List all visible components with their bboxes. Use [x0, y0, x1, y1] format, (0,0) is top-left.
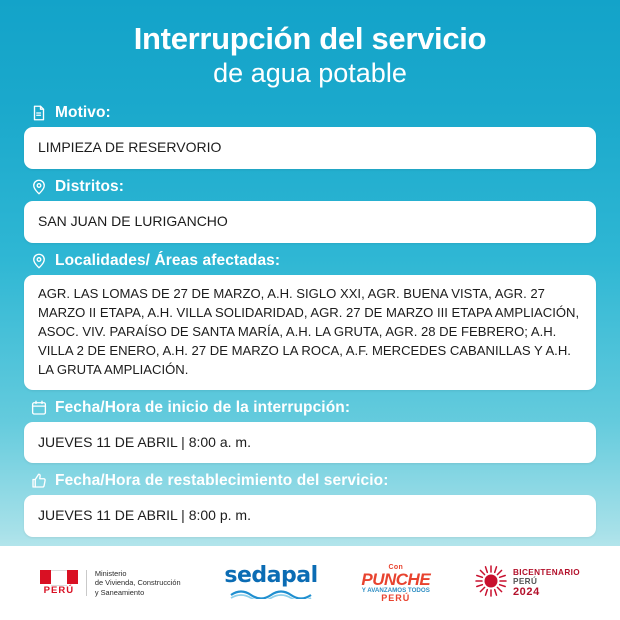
ministry-line-1: Ministerio: [94, 568, 127, 578]
page-title: [0, 0, 620, 98]
section-restablecimiento-label: Fecha/Hora de restablecimiento del servicio:: [55, 472, 389, 490]
section-restablecimiento: [24, 472, 596, 537]
footer-logos: [0, 546, 620, 620]
section-motivo-header: [24, 104, 596, 122]
section-inicio-header: [24, 399, 596, 417]
punche-main-text: PUNCHE: [361, 569, 431, 589]
section-inicio-value: JUEVES 11 DE ABRIL | 8:00 a. m.: [24, 422, 596, 464]
logo-con-punche-peru: [361, 564, 430, 603]
section-localidades: [24, 252, 596, 390]
section-restablecimiento-value: JUEVES 11 DE ABRIL | 8:00 p. m.: [24, 495, 596, 537]
bicentenario-line-3: 2024: [512, 586, 540, 599]
logo-ministerio-vivienda: [40, 569, 181, 597]
document-pencil-icon: [30, 104, 48, 122]
location-pin-icon: [30, 178, 48, 196]
punche-top-text: Con: [388, 563, 404, 571]
title-line-secondary: de agua potable: [213, 58, 407, 89]
sedapal-wave-icon: [224, 586, 317, 604]
section-distritos-header: [24, 178, 596, 196]
punche-sub-text: Y AVANZAMOS TODOS: [361, 586, 430, 594]
bicentenario-text: [513, 568, 580, 598]
section-motivo-label: Motivo:: [55, 103, 111, 121]
sedapal-wordmark: sedapal: [224, 562, 318, 588]
logo-sedapal: [224, 563, 317, 604]
ministry-line-2: de Vivienda, Construcción: [94, 578, 181, 588]
bicentenario-line-2: PERÚ: [512, 577, 538, 587]
ministry-line-3: y Saneamiento: [94, 587, 145, 597]
section-motivo-value: LIMPIEZA DE RESERVORIO: [24, 127, 596, 169]
ministry-name: [95, 569, 181, 597]
section-inicio: [24, 399, 596, 464]
section-restablecimiento-header: [24, 472, 596, 490]
bicentenario-sun-icon: [474, 564, 508, 603]
location-pin-icon: [30, 252, 48, 270]
poster-content: [0, 98, 620, 546]
calendar-icon: [30, 399, 48, 417]
logo-bicentenario: [474, 564, 580, 603]
thumbs-up-icon: [30, 472, 48, 490]
section-localidades-value: AGR. LAS LOMAS DE 27 DE MARZO, A.H. SIGLO XXI, AGR. BUENA VISTA, AGR. 27 MARZO II ETAPA, A.H. VILLA SOLIDARIDAD, AGR. 27 DE MARZO III ETAPA AMPLIACIÓN, ASOC. VIV. PARAÍSO DE SANTA MARÍA, A.H. LA GRUTA, AGR. 28 DE FEBRERO; A.H. VILLA 2 DE ENERO, A.H. 27 DE MARZO LA ROCA, A.F. MERCEDES CABANILLAS Y A.H. LA GRUTA AMPLIACIÓN.: [24, 275, 596, 390]
punche-country-text: PERÚ: [381, 592, 411, 603]
section-distritos: [24, 178, 596, 243]
title-line-primary: Interrupción del servicio: [133, 21, 487, 56]
section-motivo: [24, 104, 596, 169]
bicentenario-line-1: BICENTENARIO: [512, 568, 581, 578]
section-localidades-label: Localidades/ Áreas afectadas:: [55, 251, 281, 269]
peru-wordmark: PERÚ: [43, 585, 75, 597]
section-distritos-label: Distritos:: [55, 177, 125, 195]
section-distritos-value: SAN JUAN DE LURIGANCHO: [24, 201, 596, 243]
logo-divider: [86, 570, 87, 596]
peru-flag-icon: [40, 570, 78, 596]
section-localidades-header: [24, 252, 596, 270]
section-inicio-label: Fecha/Hora de inicio de la interrupción:: [55, 398, 351, 416]
